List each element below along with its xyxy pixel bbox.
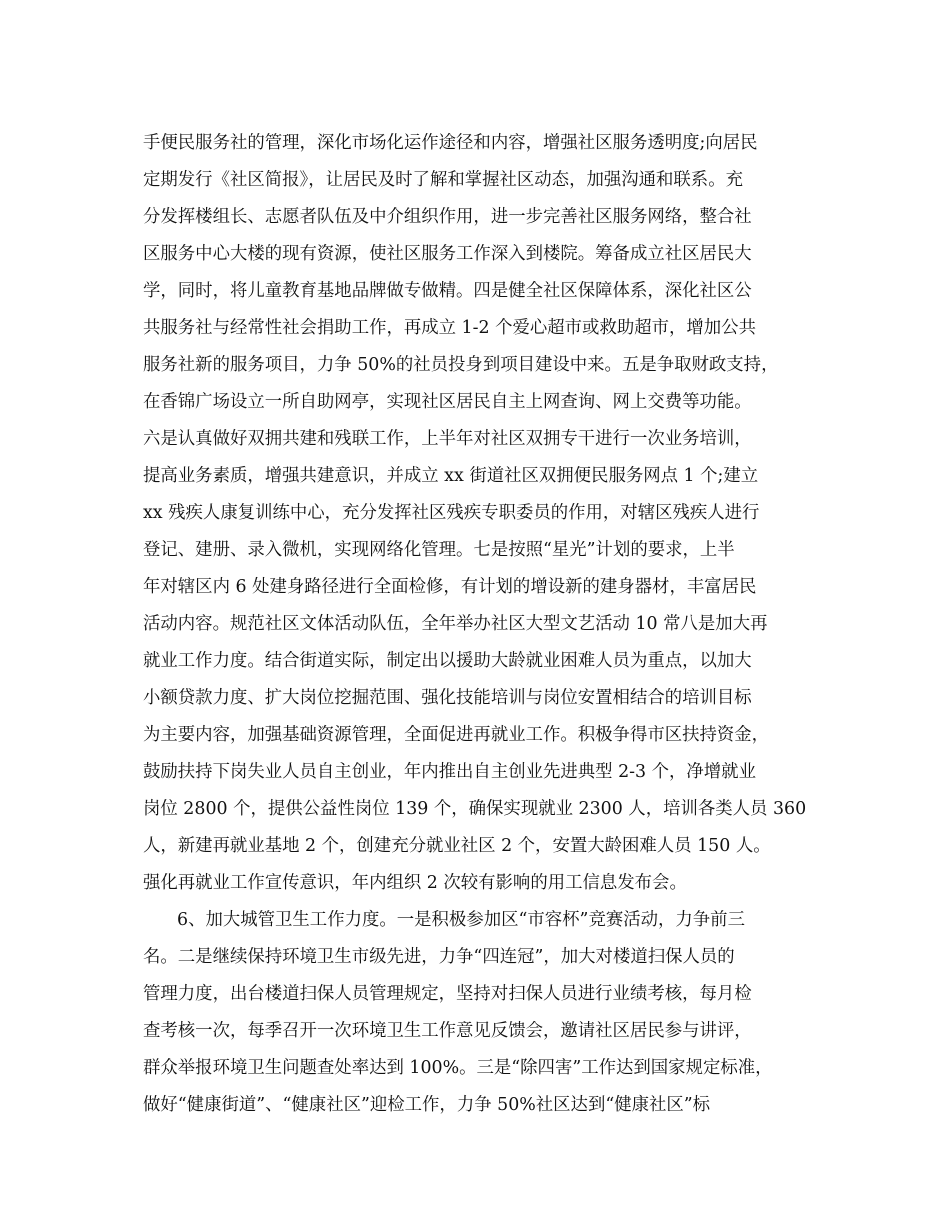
body-text-line: 鼓励扶持下岗失业人员自主创业，年内推出自主创业先进典型 2-3 个，净增就业 <box>143 762 756 782</box>
body-text-line: 查考核一次，每季召开一次环境卫生工作意见反馈会，邀请社区居民参与讲评， <box>143 1021 752 1041</box>
body-text-line: 分发挥楼组长、志愿者队伍及中介组织作用，进一步完善社区服务网络，整合社 <box>143 207 752 227</box>
body-text-line: 六是认真做好双拥共建和残联工作，上半年对社区双拥专干进行一次业务培训， <box>143 429 752 449</box>
paragraph-start-line: 6、加大城管卫生工作力度。一是积极参加区“市容杯”竞赛活动，力争前三 <box>177 910 745 930</box>
body-text-line: 提高业务素质，增强共建意识，并成立 xx 街道社区双拥便民服务网点 1 个;建立 <box>143 466 759 486</box>
body-text-line: 在香锦广场设立一所自助网亭，实现社区居民自主上网查询、网上交费等功能。 <box>143 392 752 412</box>
body-text-line: xx 残疾人康复训练中心，充分发挥社区残疾专职委员的作用，对辖区残疾人进行 <box>143 503 760 523</box>
body-text-line: 小额贷款力度、扩大岗位挖掘范围、强化技能培训与岗位安置相结合的培训目标 <box>143 688 752 708</box>
body-text-line: 定期发行《社区简报》，让居民及时了解和掌握社区动态，加强沟通和联系。充 <box>143 170 743 190</box>
body-text-line: 共服务社与经常性社会捐助工作，再成立 1-2 个爱心超市或救助超市，增加公共 <box>143 318 756 338</box>
body-text-line: 做好“健康街道”、“健康社区”迎检工作，力争 50%社区达到“健康社区”标 <box>143 1095 711 1115</box>
body-text-line: 服务社新的服务项目，力争 50%的社员投身到项目建设中来。五是争取财政支持， <box>143 355 779 375</box>
body-text-line: 手便民服务社的管理，深化市场化运作途径和内容，增强社区服务透明度;向居民 <box>143 133 758 153</box>
body-text-line: 区服务中心大楼的现有资源，使社区服务工作深入到楼院。筹备成立社区居民大 <box>143 244 752 264</box>
body-text-line: 名。二是继续保持环境卫生市级先进，力争“四连冠”，加大对楼道扫保人员的 <box>143 947 735 967</box>
body-text-line: 岗位 2800 个，提供公益性岗位 139 个，确保实现就业 2300 人，培训各类人员 360 <box>143 799 807 819</box>
body-text-line: 人，新建再就业基地 2 个，创建充分就业社区 2 个，安置大龄困难人员 150 人。 <box>143 836 771 856</box>
body-text-line: 为主要内容，加强基础资源管理，全面促进再就业工作。积极争得市区扶持资金， <box>143 725 770 745</box>
body-text-line: 年对辖区内 6 处建身路径进行全面检修，有计划的增设新的建身器材，丰富居民 <box>143 577 757 597</box>
body-text-line: 活动内容。规范社区文体活动队伍，全年举办社区大型文艺活动 10 常八是加大再 <box>143 614 768 634</box>
body-text-line: 强化再就业工作宣传意识，年内组织 2 次较有影响的用工信息发布会。 <box>143 873 687 893</box>
body-text-line: 登记、建册、录入微机，实现网络化管理。七是按照“星光”计划的要求，上半 <box>143 540 735 560</box>
body-text-line: 就业工作力度。结合街道实际，制定出以援助大龄就业困难人员为重点，以加大 <box>143 651 752 671</box>
body-text-line: 管理力度，出台楼道扫保人员管理规定，坚持对扫保人员进行业绩考核，每月检 <box>143 984 752 1004</box>
body-text-line: 学，同时，将儿童教育基地品牌做专做精。四是健全社区保障体系，深化社区公 <box>143 281 752 301</box>
body-text-line: 群众举报环境卫生问题查处率达到 100%。三是“除四害”工作达到国家规定标准， <box>143 1058 773 1078</box>
